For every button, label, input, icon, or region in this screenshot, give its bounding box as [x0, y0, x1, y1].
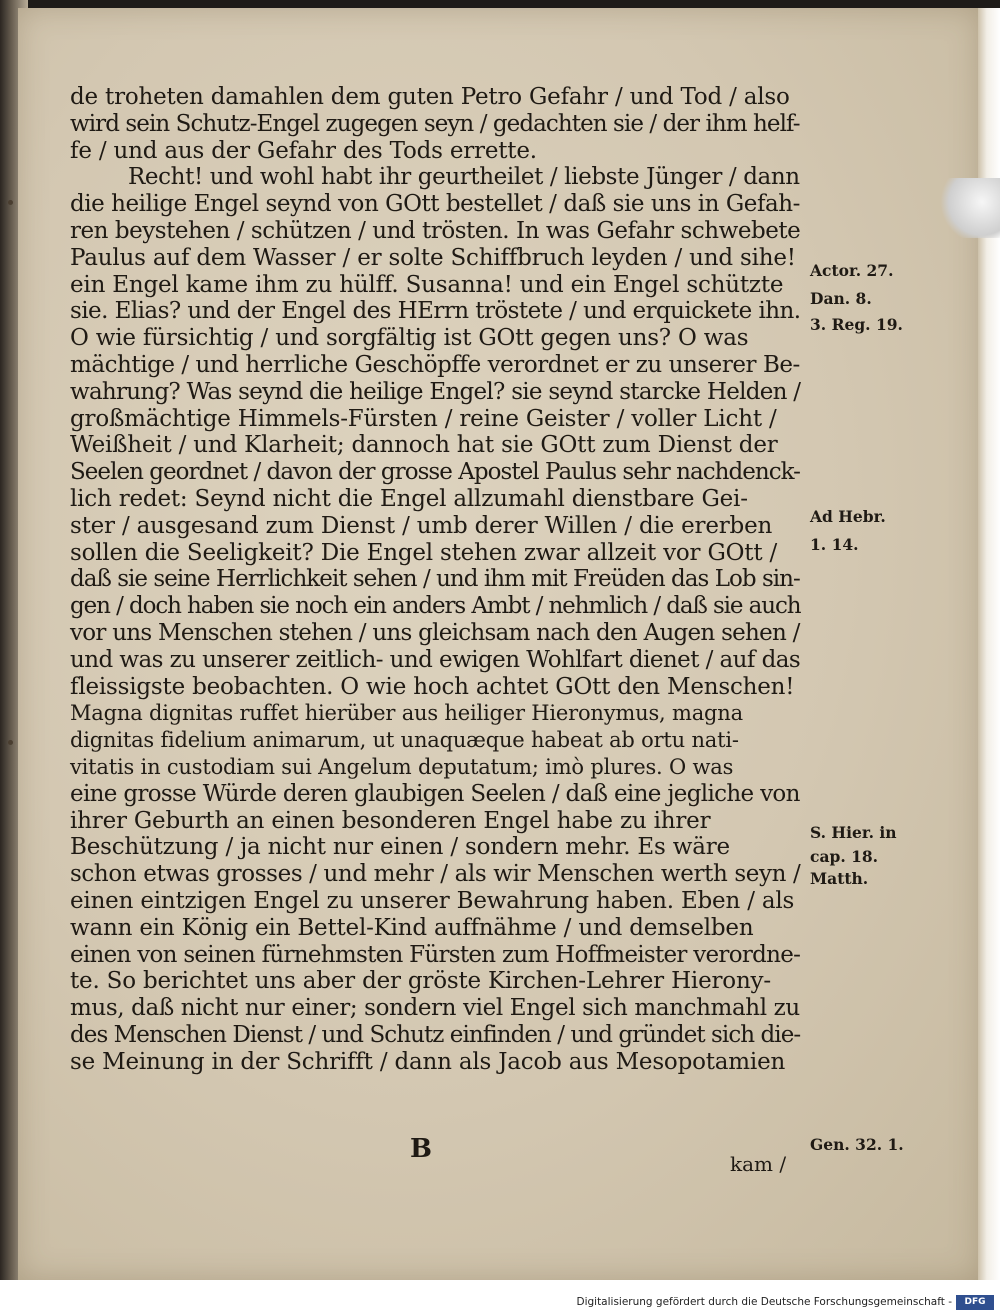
text-line: dignitas fidelium animarum, ut unaquæque habeat ab ortu nati-	[70, 728, 739, 753]
text-line: ein Engel kame ihm zu hülff. Susanna! und ein Engel schützte	[70, 271, 784, 298]
signature-mark: B	[410, 1134, 432, 1164]
margin-note-gen: Gen. 32. 1.	[810, 1135, 904, 1154]
text-line: Seelen geordnet / davon der grosse Apostel Paulus sehr nachdenck-	[70, 459, 800, 486]
text-line: de troheten damahlen dem guten Petro Gefahr / und Tod / also	[70, 84, 790, 110]
text-line: sollen die Seeligkeit? Die Engel stehen zwar allzeit vor GOtt /	[70, 539, 778, 566]
text-line: schon etwas grosses / und mehr / als wir Menschen werth seyn /	[70, 861, 801, 888]
text-line: fe / und aus der Gefahr des Tods errette.	[70, 137, 537, 164]
text-line: einen eintzigen Engel zu unserer Bewahrung haben. Eben / als	[70, 887, 795, 914]
text-line: mus, daß nicht nur einer; sondern viel Engel sich manchmahl zu	[70, 995, 800, 1022]
binding-mark	[8, 740, 13, 745]
text-line: vor uns Menschen stehen / uns gleichsam nach den Augen sehen /	[70, 619, 800, 646]
margin-note-hier-cap: cap. 18.	[810, 847, 879, 866]
text-line: großmächtige Himmels-Fürsten / reine Geister / voller Licht /	[70, 405, 777, 432]
text-line: ster / ausgesand zum Dienst / umb derer Willen / die ererben	[70, 512, 773, 539]
text-line: Magna dignitas ruffet hierüber aus heiliger Hieronymus, magna	[70, 701, 743, 726]
body-text	[70, 84, 800, 1075]
text-line: lich redet: Seynd nicht die Engel allzumahl dienstbare Gei-	[70, 485, 748, 512]
dfg-logo: DFG	[956, 1295, 994, 1310]
text-line: Beschützung / ja nicht nur einen / sondern mehr. Es wäre	[70, 834, 730, 861]
margin-note-hebr: Ad Hebr.	[810, 507, 886, 526]
margin-note-hebr-verse: 1. 14.	[810, 535, 859, 554]
text-line: mächtige / und herrliche Geschöpffe verordnet er zu unserer Be-	[70, 351, 800, 378]
text-line: fleissigste beobachten. O wie hoch achtet GOtt den Menschen!	[70, 673, 795, 700]
margin-note-reg: 3. Reg. 19.	[810, 315, 903, 334]
text-line: Recht! und wohl habt ihr geurtheilet / liebste Jünger / dann	[128, 164, 800, 191]
margin-note-dan: Dan. 8.	[810, 289, 872, 308]
text-line: wann ein König ein Bettel-Kind auffnähme / und demselben	[70, 914, 754, 941]
text-line: Paulus auf dem Wasser / er solte Schiffbruch leyden / und sihe!	[70, 244, 796, 271]
text-line: O wie fürsichtig / und sorgfältig ist GOtt gegen uns? O was	[70, 325, 749, 352]
text-line: vitatis in custodiam sui Angelum deputatum; imò plures. O was	[70, 754, 734, 779]
text-line: wird sein Schutz-Engel zugegen seyn / gedachten sie / der ihm helf-	[70, 110, 800, 137]
text-line: Weißheit / und Klarheit; dannoch hat sie GOtt zum Dienst der	[70, 432, 778, 459]
page-corner-highlight	[940, 178, 1000, 238]
text-line: sie. Elias? und der Engel des HErrn tröstete / und erquickete ihn.	[70, 298, 801, 325]
margin-note-hier: S. Hier. in	[810, 823, 897, 842]
text-line: einen von seinen fürnehmsten Fürsten zum Hoffmeister verordne-	[70, 941, 801, 968]
margin-note-actor: Actor. 27.	[810, 261, 894, 280]
text-line: die heilige Engel seynd von GOtt bestellet / daß sie uns in Gefah-	[70, 191, 800, 218]
text-line: und was zu unserer zeitlich- und ewigen Wohlfart dienet / auf das	[70, 646, 801, 673]
text-line: daß sie seine Herrlichkeit sehen / und ihm mit Freüden das Lob sin-	[70, 566, 800, 593]
catchword: kam /	[730, 1152, 787, 1176]
text-line: ren beystehen / schützen / und trösten. In was Gefahr schwebete	[70, 217, 801, 244]
text-line: eine grosse Würde deren glaubigen Seelen / daß eine jegliche von	[70, 780, 800, 807]
binding-mark	[8, 200, 13, 205]
text-line: wahrung? Was seynd die heilige Engel? sie seynd starcke Helden /	[70, 378, 801, 405]
text-line: se Meinung in der Schrifft / dann als Jacob aus Mesopotamien	[70, 1048, 786, 1075]
text-line: ihrer Geburth an einen besonderen Engel habe zu ihrer	[70, 807, 711, 834]
text-line: te. So berichtet uns aber der gröste Kirchen-Lehrer Hierony-	[70, 968, 771, 995]
text-line: gen / doch haben sie noch ein anders Ambt / nehmlich / daß sie auch	[70, 593, 801, 620]
text-line: des Menschen Dienst / und Schutz einfinden / und gründet sich die-	[70, 1021, 801, 1048]
margin-note-hier-matth: Matth.	[810, 869, 869, 888]
digitization-credit: Digitalisierung gefördert durch die Deutsche Forschungsgemeinschaft -	[576, 1296, 952, 1308]
